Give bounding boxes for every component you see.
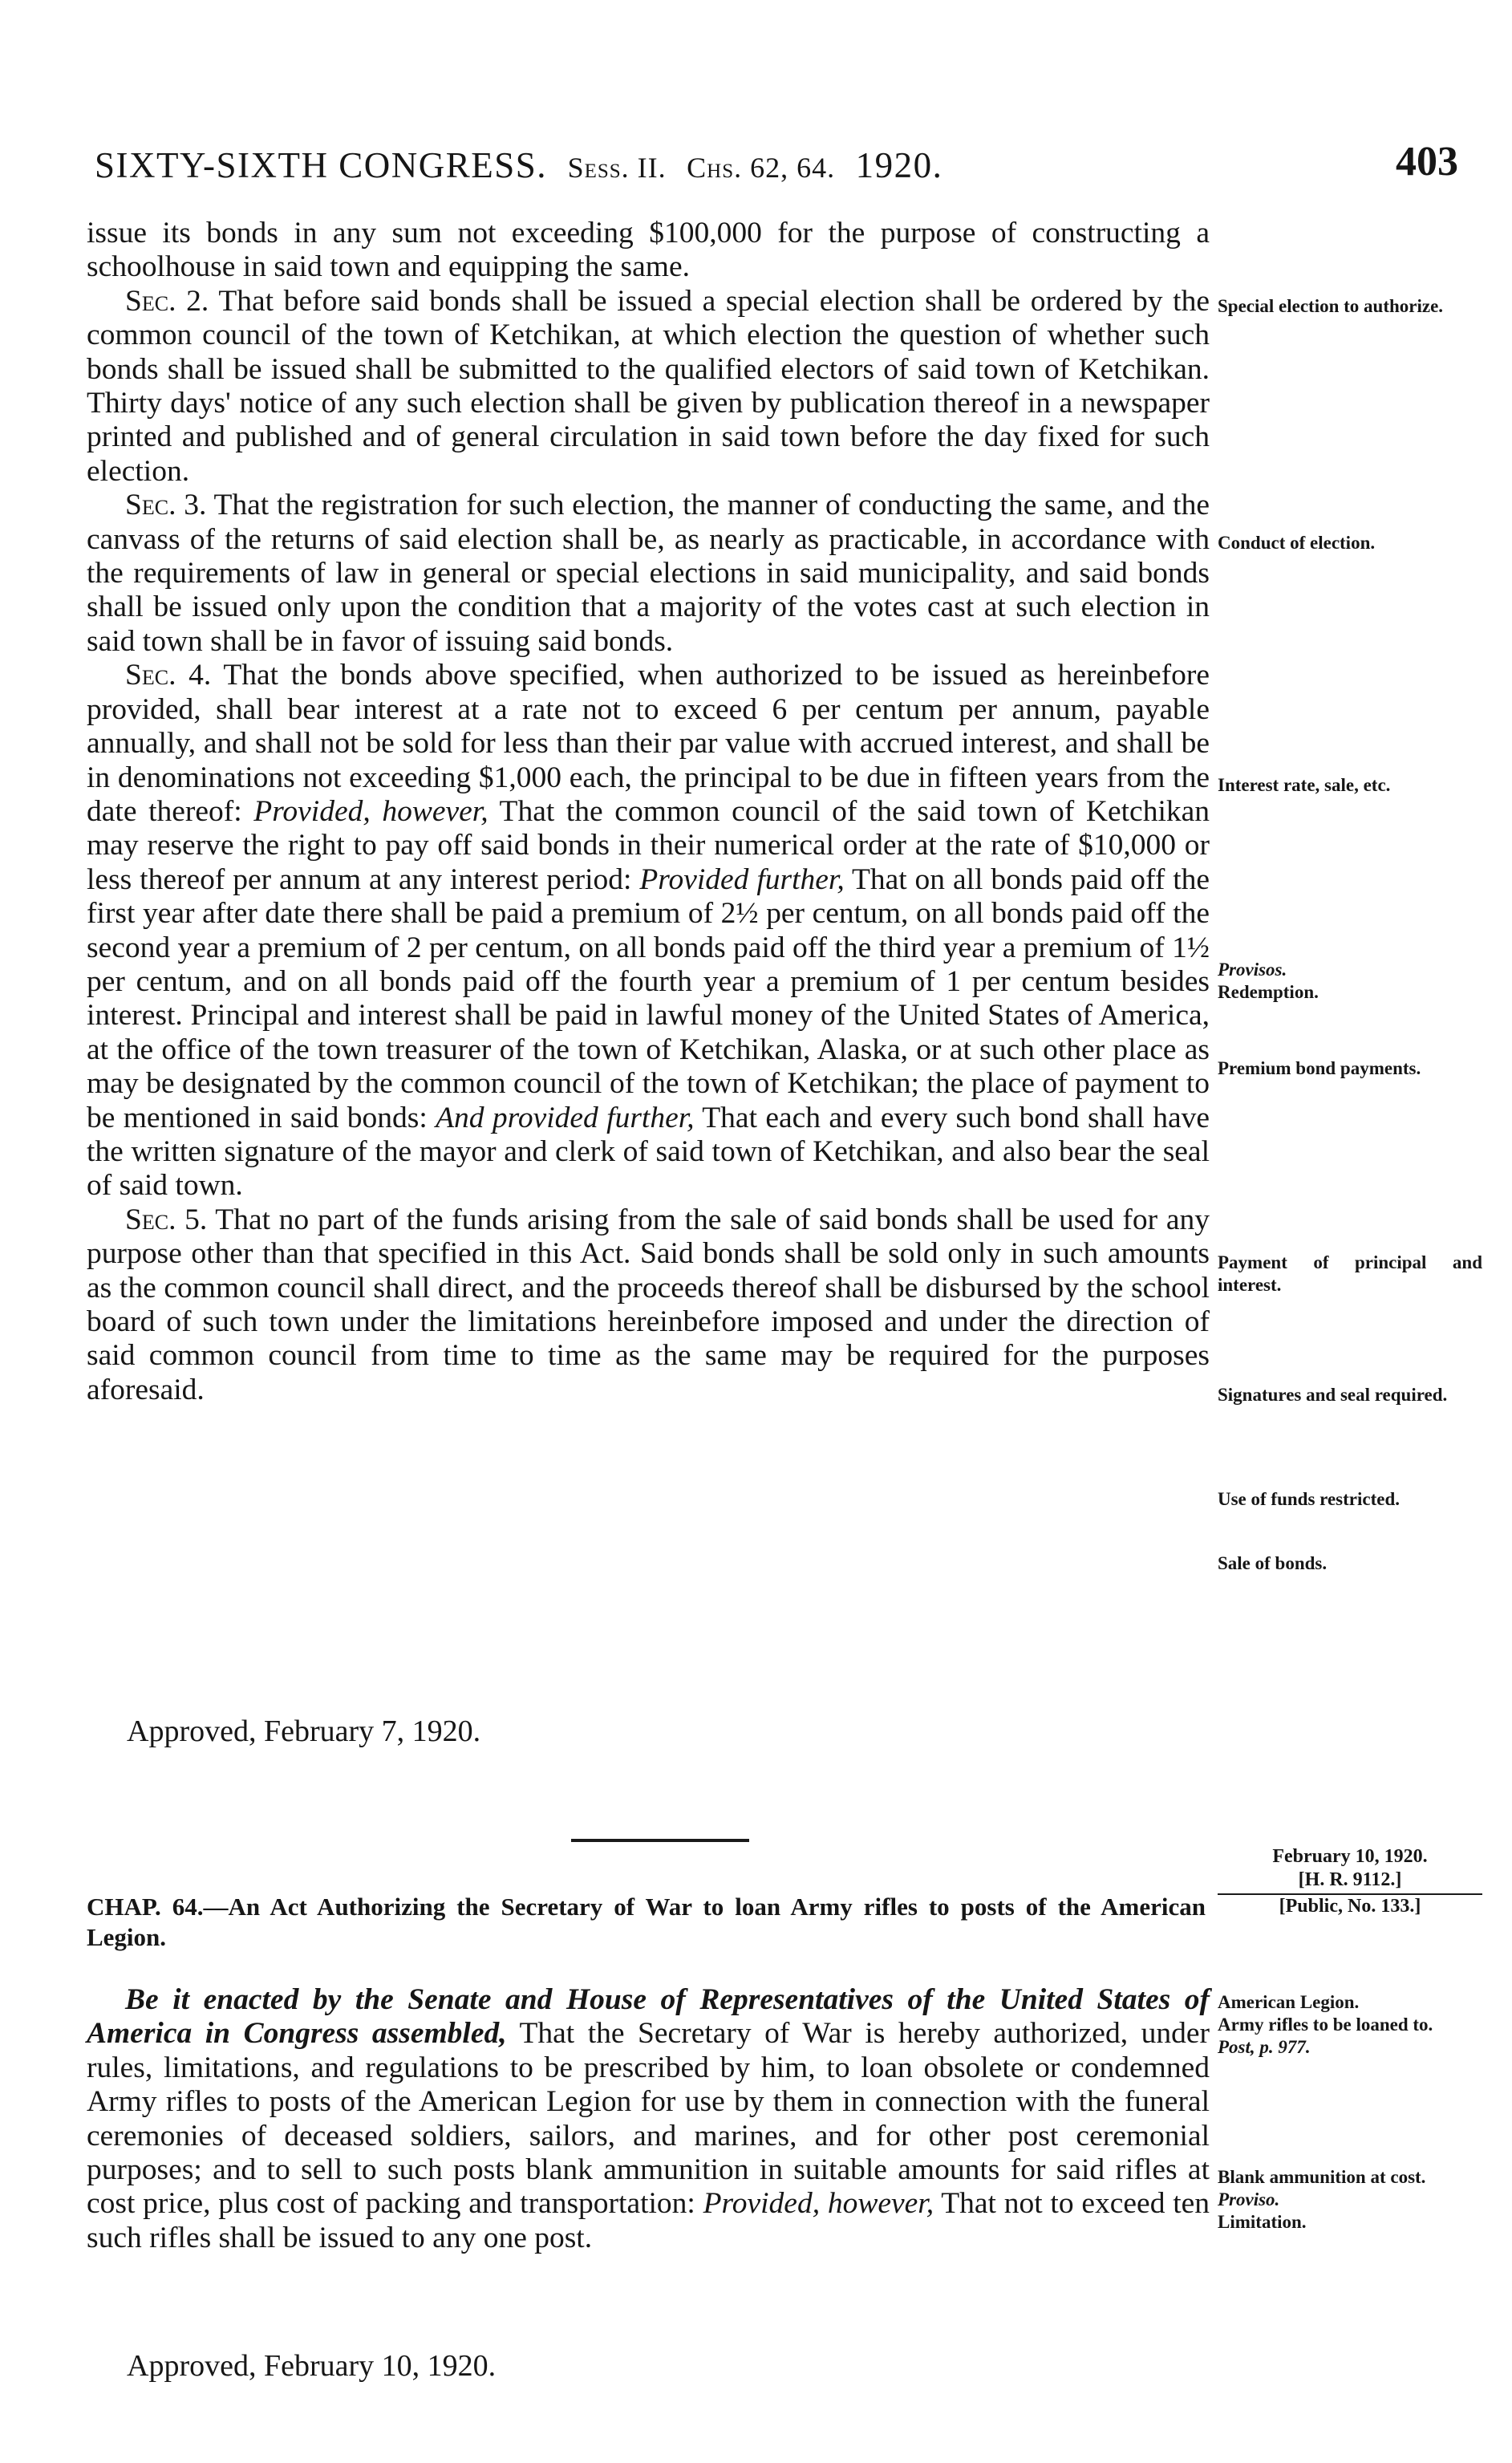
- chapter-64-proviso: Provided, however,: [703, 2187, 934, 2221]
- margin-note-limitation: Limitation.: [1218, 2212, 1307, 2232]
- section-4-text-b: That the common council of the said town of Ketchikan may reserve the right to pay off said bonds in their numerical order at the rate of $10,000 or less thereof per annum at any interest period:: [87, 794, 1210, 896]
- chapter-64-bill-number: [H. R. 9112.]: [1218, 1869, 1482, 1895]
- margin-note-sale-of-bonds: Sale of bonds.: [1218, 1553, 1328, 1573]
- margin-note-post: Post, p. 977.: [1218, 2037, 1311, 2057]
- section-3-label: Sec. 3.: [125, 489, 207, 522]
- chapter-64-approved: Approved, February 10, 1920.: [127, 2349, 497, 2383]
- section-4-proviso-2: Provided further,: [639, 862, 845, 896]
- chapter-62-approved: Approved, February 7, 1920.: [127, 1714, 481, 1748]
- section-4: [87, 659, 1210, 1203]
- running-head-congress: SIXTY-SIXTH CONGRESS.: [95, 145, 548, 185]
- margin-note-proviso: Proviso.: [1218, 2189, 1280, 2209]
- running-head-chapters: Chs. 62, 64.: [687, 152, 836, 184]
- section-4-label: Sec. 4.: [125, 659, 212, 692]
- section-2-label: Sec. 2.: [125, 284, 209, 318]
- margin-note-legion: American Legion.: [1218, 1992, 1360, 2012]
- margin-note-special-election: Special election to authorize.: [1218, 296, 1444, 316]
- chapter-64-paragraph: [87, 1983, 1210, 2255]
- margin-note-interest-rate: Interest rate, sale, etc.: [1218, 775, 1391, 795]
- section-3-text: That the registration for such election, the manner of conducting the same, and the canvass of the returns of said election shall be, as nearly as practicable, in accordance with the requirements of law in general or special elections in said municipality, and said bonds shall be issued only upon the condition that a majority of the votes cast at such election in said town shall be in favor of issuing said bonds.: [87, 489, 1210, 658]
- chapter-62-text: [87, 217, 1210, 1407]
- margin-note-provisos: [1218, 959, 1482, 1004]
- margin-note-use-of-funds: Use of funds restricted.: [1218, 1489, 1400, 1509]
- margin-note-redemption: Redemption.: [1218, 982, 1319, 1002]
- chapter-64-text-a: That the Secretary of War is hereby authorized, under rules, limitations, and regulations to be prescribed by him, to loan obsolete or condemned Army rifles to posts of the American Legion for use by them in connection with the funeral ceremonies of deceased soldiers, sailors, and marines, and for other post ceremonial purposes; and to sell to such posts blank ammunition in suitable amounts for said rifles at cost price, plus cost of packing and transportation:: [87, 2017, 1210, 2221]
- section-4-text-d: That each and every such bond shall have the written signature of the mayor and clerk of said town of Ketchikan, and also bear the seal of said town.: [87, 1101, 1210, 1203]
- chapter-64-title: —An Act Authorizing the Secretary of War to loan Army rifles to posts of the American Legion.: [87, 1893, 1206, 1951]
- chapter-64-text: [87, 1983, 1210, 2255]
- section-4-text-c: That on all bonds paid off the first year after date there shall be paid a premium of 2½ per centum, on all bonds paid off the second year a premium of 2 per centum, on all bonds paid off the third year a premium of 1½ per centum, and on all bonds paid off the fourth year a premium of 1 per centum besides interest. Principal and interest shall be paid in lawful money of the United States of America, at the office of the town treasurer of the town of Ketchikan, Alaska, or at such other place as may be designated by the common council of the town of Ketchikan; the place of payment to be mentioned in said bonds:: [87, 862, 1210, 1134]
- running-head: [95, 144, 942, 186]
- margin-note-blank-ammunition: [1218, 2166, 1482, 2234]
- chapter-64-label: CHAP. 64.: [87, 1893, 204, 1921]
- section-5-text: That no part of the funds arising from the sale of said bonds shall be used for any purpose other than that specified in this Act. Said bonds shall be sold only in such amounts as the common council shall direct, and the proceeds thereof shall be disbursed by the school board of such town under the limitations hereinbefore imposed and under the direction of said common council from time to time as the same may be required for the purposes aforesaid.: [87, 1203, 1210, 1406]
- section-5-label: Sec. 5.: [125, 1203, 208, 1236]
- margin-note-payment-principal: Payment of principal and interest.: [1218, 1252, 1482, 1295]
- chapter-64-heading: [87, 1892, 1206, 1953]
- chapter-64-date-block: [1218, 1845, 1482, 1918]
- page-number: 403: [1396, 139, 1458, 185]
- chapter-divider: [571, 1839, 749, 1842]
- chapter-64-text-b: That not to exceed ten such rifles shall be issued to any one post.: [87, 2187, 1210, 2254]
- section-2-text: That before said bonds shall be issued a special election shall be ordered by the common council of the town of Ketchikan, at which election the question of whether such bonds shall be issued shall be submitted to the qualified electors of said town of Ketchikan. Thirty days' notice of any such election shall be given by publication thereof in a newspaper printed and published and of general circulation in said town before the day fixed for such election.: [87, 284, 1210, 488]
- running-header: [95, 138, 1458, 194]
- margin-note-american-legion: [1218, 1991, 1482, 2059]
- margin-note-premium-bond: Premium bond payments.: [1218, 1058, 1421, 1078]
- section-5: [87, 1203, 1210, 1407]
- chapter-64-date: February 10, 1920.: [1272, 1846, 1428, 1867]
- margin-note-signatures-seal: Signatures and seal required.: [1218, 1385, 1448, 1405]
- running-head-session: Sess. II.: [567, 152, 667, 184]
- margin-note-provisos-label: Provisos.: [1218, 960, 1287, 980]
- section-3: [87, 489, 1210, 659]
- enacting-clause: Be it enacted by the Senate and House of Representatives of the United States of America in Congress assembled,: [87, 1983, 1210, 2051]
- chapter-64-public-law: [Public, No. 133.]: [1279, 1896, 1421, 1917]
- margin-note-conduct-of-election: Conduct of election.: [1218, 533, 1376, 553]
- section-4-text-a: That the bonds above specified, when authorized to be issued as hereinbefore provided, shall bear interest at a rate not to exceed 6 per centum per annum, payable annually, and shall not be sold for less than their par value with accrued interest, and shall be in denominations not exceeding $1,000 each, the principal to be due in fifteen years from the date thereof:: [87, 659, 1210, 828]
- section-4-proviso-3: And provided further,: [436, 1101, 695, 1134]
- margin-note-rifles: Army rifles to be loaned to.: [1218, 2015, 1433, 2035]
- section-2: [87, 285, 1210, 489]
- intro-paragraph: issue its bonds in any sum not exceeding $100,000 for the purpose of constructing a schoolhouse in said town and equipping the same.: [87, 217, 1210, 284]
- margin-note-blank: Blank ammunition at cost.: [1218, 2167, 1426, 2187]
- running-head-year: 1920.: [855, 145, 943, 185]
- section-4-proviso-1: Provided, however,: [253, 794, 488, 828]
